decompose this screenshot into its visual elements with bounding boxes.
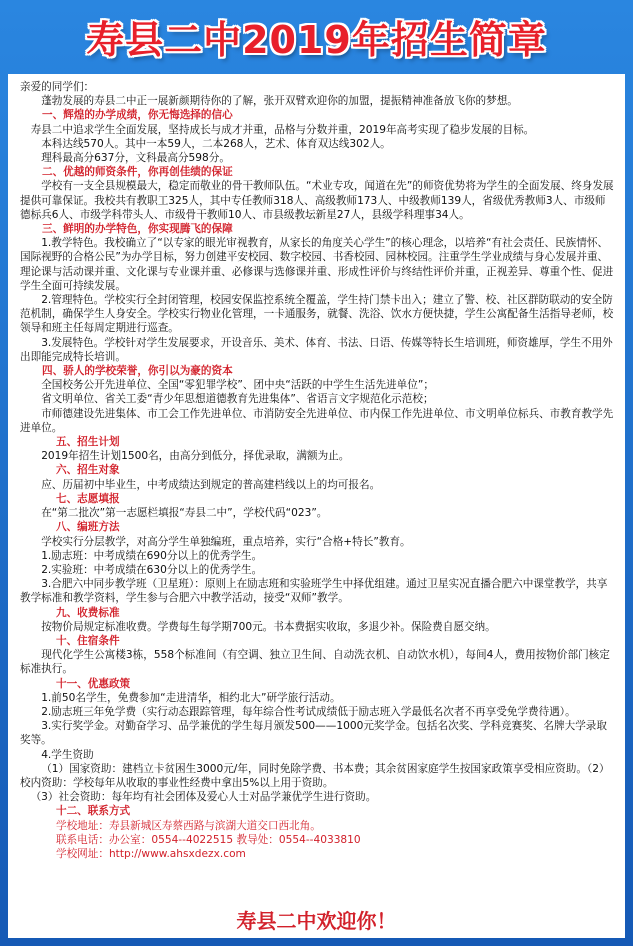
section-6-heading: 六、招生对象 — [56, 464, 120, 477]
section-1-text: 寿县二中追求学生全面发展，坚持成长与成才并重，品格与分数并重，2019年高考实现了稳步发展的目标。 — [30, 123, 535, 136]
school-website[interactable]: 学校网址：http://www.ahsxdezx.com — [56, 847, 246, 860]
section-3-text: 3.发展特色。学校针对学生发展要求，开设音乐、美术、体育、书法、日语、传媒等特长生培训班，师资雄厚，学生不用外出即能完成特长培训。 — [20, 336, 613, 363]
section-7-text: 在“第二批次”第一志愿栏填报“寿县二中”，学校代码“023”。 — [41, 507, 328, 520]
section-3-text: 1.教学特色。我校确立了“以专家的眼光审视教育，从家长的角度关心学生”的核心理念，以培养“有社会责任、民族情怀、国际视野的合格公民”为办学目标，努力创建平安校园、数字校园、书香校园、园林校园。注重学生学业成绩与身心发展并重、理论课与活动课并重、文化课与专业课并重、必修课与选修课并重、形成性评价与终结性评价并重，正视差异、尊重个性、促进学生全面可持续发展。 — [20, 237, 614, 292]
page-title: 寿县二中2019年招生简章 — [86, 17, 547, 62]
section-11-text: 4.学生资助 — [41, 748, 94, 761]
title-banner — [0, 0, 633, 72]
school-address: 学校地址：寿县新城区寿蔡西路与滨湖大道交口西北角。 — [56, 819, 321, 832]
section-6-text: 应、历届初中毕业生，中考成绩达到规定的普高建档线以上的均可报名。 — [41, 478, 381, 491]
section-8-text: 学校实行分层教学，对高分学生单独编班，重点培养，实行“合格+特长”教育。 — [41, 535, 411, 548]
section-10-text: 现代化学生公寓楼3栋，558个标准间（有空调、独立卫生间、自动洗衣机、自动饮水机），每间4人，费用按物价部门核定标准执行。 — [20, 649, 610, 676]
section-4-heading: 四、骄人的学校荣誉，你引以为豪的资本 — [42, 365, 233, 378]
section-8-text: 2.实验班：中考成绩在630分以上的优秀学生。 — [41, 563, 263, 576]
section-7-heading: 七、志愿填报 — [56, 492, 120, 505]
section-11-text: 2.励志班三年免学费（实行动态跟踪管理，每年综合性考试成绩低于励志班入学最低名次者不再享受免学费待遇）。 — [41, 705, 576, 718]
section-4-text: 市师德建设先进集体、市工会工作先进单位、市消防安全先进单位、市内保工作先进单位、市文明单位标兵、市教育教学先进单位。 — [20, 407, 614, 434]
contact-phone: 联系电话：办公室：0554--4022515 教导处：0554--4033810 — [56, 833, 361, 846]
section-11-text: 3.实行奖学金。对勤奋学习、品学兼优的学生每月颁发500——1000元奖学金。包括名次奖、学科竞赛奖、名牌大学录取奖等。 — [20, 720, 607, 747]
section-1-text: 本科达线570人。其中一本59人，二本268人，艺术、体育双达线302人。 — [41, 137, 391, 150]
section-5-heading: 五、招生计划 — [56, 436, 120, 449]
document-body — [8, 74, 625, 938]
section-2-text: 学校有一支全县规模最大，稳定而敬业的骨干教师队伍。“术业专攻，闻道在先”的师资优势将为学生的全面发展、终身发展提供可靠保证。我校共有教职工325人，其中专任教师318人、高级教师173人、中级教师139人，省级优秀教师3人、市级师德标兵6人、市级学科带头人、市级骨干教师10人、市县级教坛新星27人，县级学科理事34人。 — [20, 180, 614, 221]
intro: 蓬勃发展的寿县二中正一展新颜期待你的了解，张开双臂欢迎你的加盟，提振精神准备放飞你的梦想。 — [41, 95, 518, 108]
section-2-heading: 二、优越的师资条件，你再创佳绩的保证 — [42, 166, 233, 179]
greeting: 亲爱的同学们： — [20, 81, 95, 93]
section-4-text: 省文明单位、省关工委“青少年思想道德教育先进集体”、省语言文字规范化示范校； — [41, 393, 434, 406]
section-11-text: 1.前50名学生，免费参加“走进清华，相约北大”研学旅行活动。 — [41, 691, 341, 704]
section-8-text: 1.励志班：中考成绩在690分以上的优秀学生。 — [41, 549, 263, 562]
section-8-heading: 八、编班方法 — [56, 521, 120, 534]
section-3-heading: 三、鲜明的办学特色，你实现腾飞的保障 — [42, 223, 233, 236]
section-3-text: 2.管理特色。学校实行全封闭管理，校园安保监控系统全覆盖，学生持门禁卡出入；建立了警、校、社区群防联动的安全防范机制，确保学生人身安全。学校实行物业化管理，一卡通服务，就餐、洗浴、饮水方便快捷，学生公寓配备生活指导老师，校领导和班主任每周定期进行巡查。 — [20, 294, 614, 335]
section-4-text: 全国校务公开先进单位、全国“零犯罪学校”、团中央“活跃的中学生生活先进单位”； — [41, 379, 434, 392]
section-5-text: 2019年招生计划1500名，由高分到低分，择优录取，满额为止。 — [41, 450, 350, 463]
section-11-heading: 十一、优惠政策 — [56, 677, 131, 690]
section-12-heading: 十二、联系方式 — [56, 805, 131, 818]
section-1-text: 理科最高分637分，文科最高分598分。 — [41, 152, 230, 165]
section-11-text: （3）社会资助：每年均有社会团体及爱心人士对品学兼优学生进行资助。 — [30, 791, 377, 804]
section-11-text: （1）国家资助：建档立卡贫困生3000元/年，同时免除学费、书本费；其余贫困家庭学生按国家政策享受相应资助。（2）校内资助：学校每年从收取的事业性经费中拿出5%以上用于资助。 — [20, 762, 610, 789]
section-1-heading: 一、辉煌的办学成绩，你无悔选择的信心 — [42, 109, 233, 122]
section-9-text: 按物价局规定标准收费。学费每生每学期700元。书本费据实收取，多退少补。保险费自愿交纳。 — [41, 620, 496, 633]
section-8-text: 3.合肥六中同步教学班（卫星班）：原则上在励志班和实验班学生中择优组建。通过卫星实况直播合肥六中课堂教学，共享教学标准和教学资料，学生参与合肥六中教学活动，接受“双师”教学。 — [20, 578, 608, 605]
footer-slogan: 寿县二中欢迎你！ — [236, 909, 397, 933]
section-10-heading: 十、住宿条件 — [56, 634, 120, 647]
section-9-heading: 九、收费标准 — [56, 606, 120, 619]
